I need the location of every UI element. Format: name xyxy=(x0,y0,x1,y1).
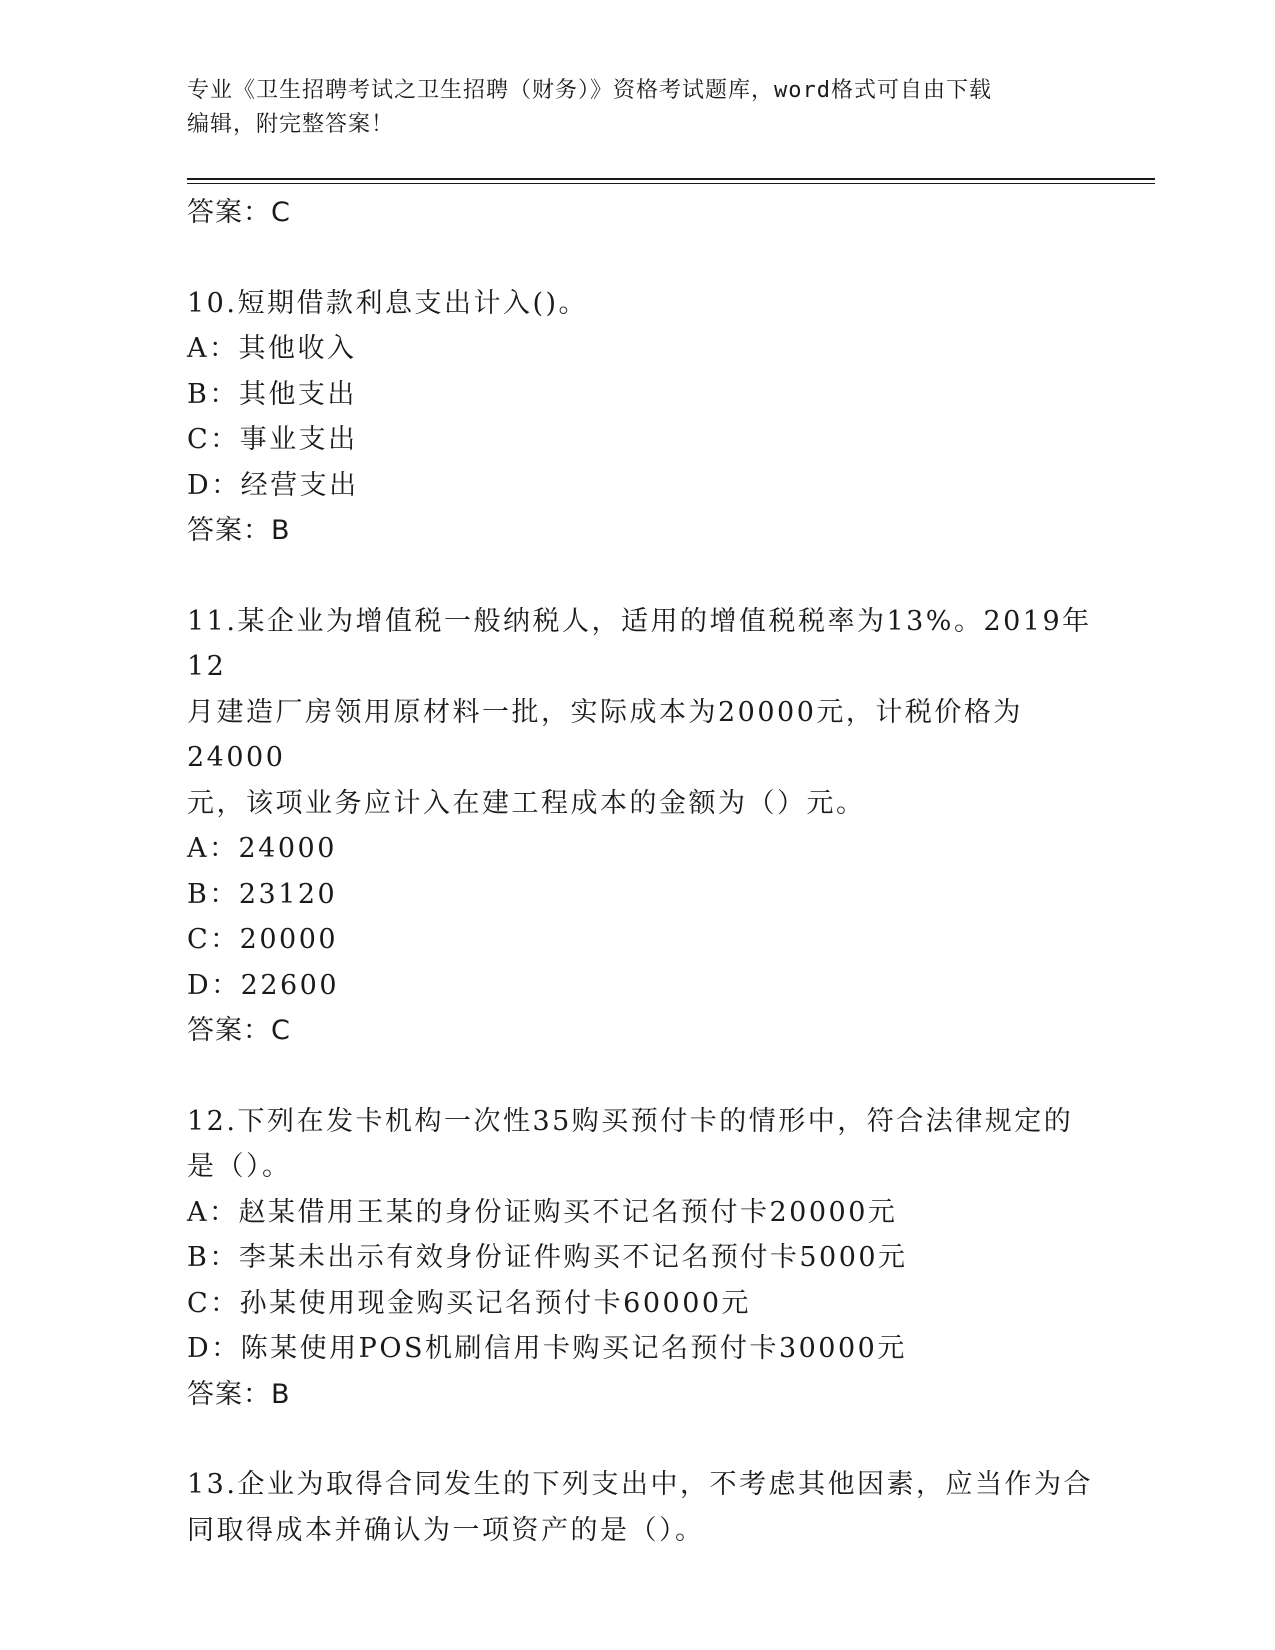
option-d: D：22600 xyxy=(187,969,340,1001)
question-11 xyxy=(187,599,1107,1054)
question-stem: 10.短期借款利息支出计入()。 xyxy=(187,287,589,319)
answer: 答案：B xyxy=(187,515,291,546)
header-divider-thin xyxy=(187,183,1155,184)
answer: 答案：B xyxy=(187,1378,291,1410)
question-10 xyxy=(187,281,1107,554)
option-d: D：陈某使用POS机刷信用卡购买记名预付卡30000元 xyxy=(187,1333,907,1364)
header-divider xyxy=(187,178,1155,180)
option-a: A：赵某借用王某的身份证购买不记名预付卡20000元 xyxy=(187,1196,898,1228)
spacer xyxy=(187,1054,1107,1099)
header-line-2: 编辑，附完整答案！ xyxy=(187,112,395,137)
option-b: B：其他支出 xyxy=(187,378,357,410)
question-stem-line-2: 同取得成本并确认为一项资产的是（）。 xyxy=(187,1514,705,1546)
option-b: B：23120 xyxy=(187,878,338,910)
question-stem-line-1: 11.某企业为增值税一般纳税人，适用的增值税税率为13%。2019年12 xyxy=(187,605,1092,682)
option-c: C：孙某使用现金购买记名预付卡60000元 xyxy=(187,1287,752,1319)
question-stem-line-2: 是（）。 xyxy=(187,1151,292,1182)
question-stem-line-1: 12.下列在发卡机构一次性35购买预付卡的情形中，符合法律规定的 xyxy=(187,1105,1074,1137)
option-c: C：20000 xyxy=(187,924,339,955)
spacer xyxy=(187,236,1107,281)
header-line-1: 专业《卫生招聘考试之卫生招聘（财务）》资格考试题库，word格式可自由下载 xyxy=(187,78,992,103)
answer-previous: 答案：C xyxy=(187,197,291,228)
answer: 答案：C xyxy=(187,1015,291,1046)
question-13 xyxy=(187,1462,1107,1553)
question-stem-line-2: 月建造厂房领用原材料一批，实际成本为20000元，计税价格为24000 xyxy=(187,696,1023,773)
option-b: B：李某未出示有效身份证件购买不记名预付卡5000元 xyxy=(187,1242,908,1273)
option-d: D：经营支出 xyxy=(187,469,359,501)
document-body xyxy=(187,190,1107,1553)
spacer xyxy=(187,554,1107,599)
option-a: A：24000 xyxy=(187,833,337,864)
question-stem-line-1: 13.企业为取得合同发生的下列支出中，不考虑其他因素，应当作为合 xyxy=(187,1469,1093,1500)
option-c: C：事业支出 xyxy=(187,424,358,455)
document-header xyxy=(187,74,1087,142)
question-12 xyxy=(187,1099,1107,1418)
spacer xyxy=(187,1417,1107,1462)
option-a: A：其他收入 xyxy=(187,333,357,364)
question-stem-line-3: 元，该项业务应计入在建工程成本的金额为（）元。 xyxy=(187,787,866,819)
